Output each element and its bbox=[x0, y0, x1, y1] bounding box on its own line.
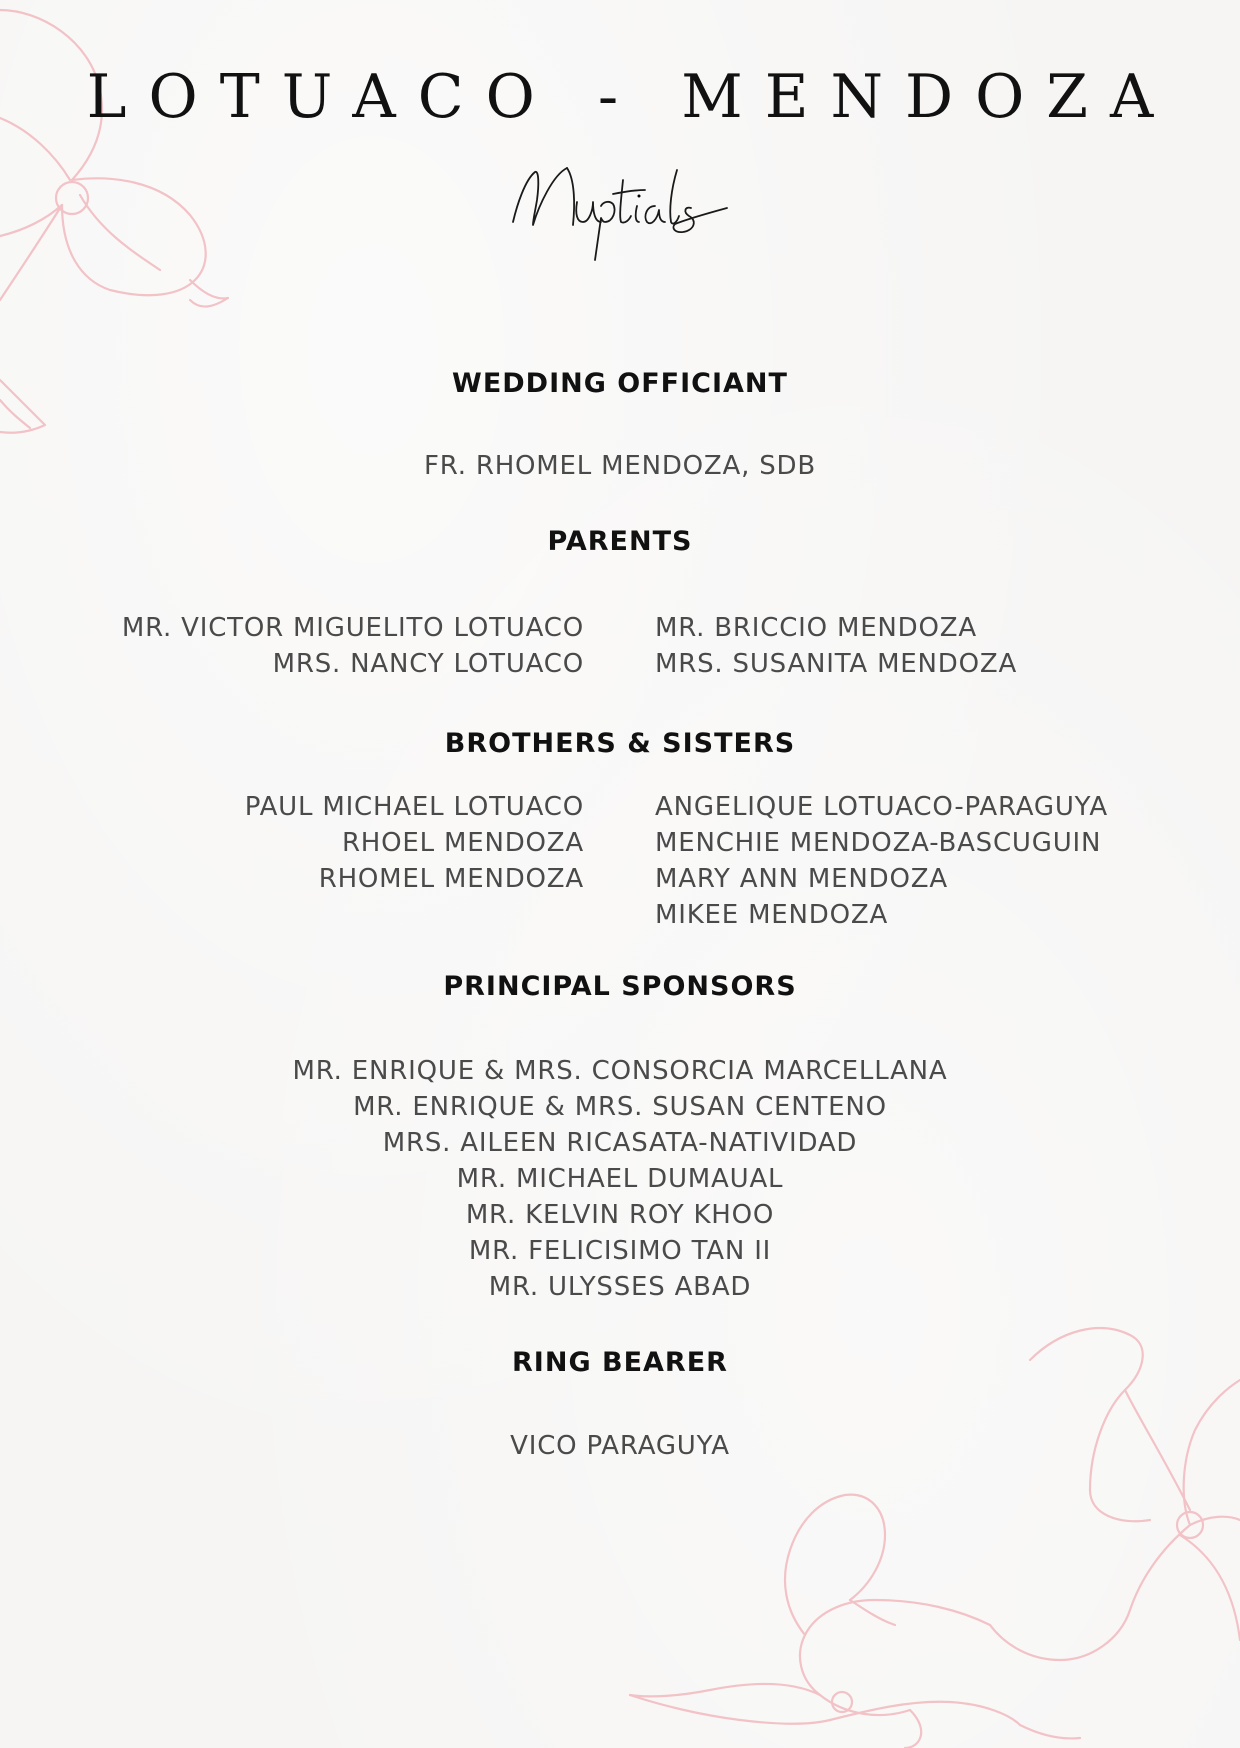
parent-name: MR. VICTOR MIGUELITO LOTUACO bbox=[121, 613, 584, 643]
heading-wedding-officiant: WEDDING OFFICIANT bbox=[452, 368, 788, 399]
sponsor-name: MR. FELICISIMO TAN II bbox=[468, 1236, 772, 1266]
sponsor-name: MR. ENRIQUE & MRS. CONSORCIA MARCELLANA bbox=[292, 1056, 948, 1086]
officiant-name: FR. RHOMEL MENDOZA, SDB bbox=[424, 451, 816, 481]
parent-name: MRS. NANCY LOTUACO bbox=[272, 649, 584, 679]
parents-left-column bbox=[40, 610, 584, 682]
sibling-name: RHOMEL MENDOZA bbox=[318, 864, 584, 894]
sibling-name: MARY ANN MENDOZA bbox=[655, 864, 948, 894]
sponsors-list bbox=[0, 1053, 1240, 1305]
sibling-name: RHOEL MENDOZA bbox=[341, 828, 584, 858]
parent-name: MRS. SUSANITA MENDOZA bbox=[655, 649, 1018, 679]
sibling-name: MIKEE MENDOZA bbox=[655, 900, 889, 930]
heading-principal-sponsors: PRINCIPAL SPONSORS bbox=[443, 971, 797, 1002]
sponsor-name: MR. ULYSSES ABAD bbox=[488, 1272, 752, 1302]
ring-bearer-list bbox=[0, 1428, 1240, 1464]
sponsor-name: MRS. AILEEN RICASATA-NATIVIDAD bbox=[382, 1128, 858, 1158]
sponsor-name: MR. KELVIN ROY KHOO bbox=[465, 1200, 775, 1230]
heading-ring-bearer: RING BEARER bbox=[512, 1347, 728, 1378]
couple-names-title: LOTUACO - MENDOZA bbox=[86, 62, 1176, 132]
sponsor-name: MR. MICHAEL DUMAUAL bbox=[456, 1164, 784, 1194]
parents-right-column bbox=[655, 610, 1215, 682]
siblings-right-column bbox=[655, 789, 1215, 933]
nuptials-script-graphic bbox=[505, 150, 735, 280]
nuptials-script-title bbox=[0, 150, 1240, 284]
sibling-name: MENCHIE MENDOZA-BASCUGUIN bbox=[655, 828, 1102, 858]
heading-parents: PARENTS bbox=[547, 526, 693, 557]
officiant-list bbox=[0, 448, 1240, 484]
parent-name: MR. BRICCIO MENDOZA bbox=[655, 613, 977, 643]
siblings-left-column bbox=[40, 789, 584, 897]
sponsor-name: MR. ENRIQUE & MRS. SUSAN CENTENO bbox=[353, 1092, 887, 1122]
sibling-name: PAUL MICHAEL LOTUACO bbox=[244, 792, 584, 822]
sibling-name: ANGELIQUE LOTUACO-PARAGUYA bbox=[655, 792, 1108, 822]
heading-brothers-sisters: BROTHERS & SISTERS bbox=[444, 728, 796, 759]
ring-bearer-name: VICO PARAGUYA bbox=[510, 1431, 730, 1461]
